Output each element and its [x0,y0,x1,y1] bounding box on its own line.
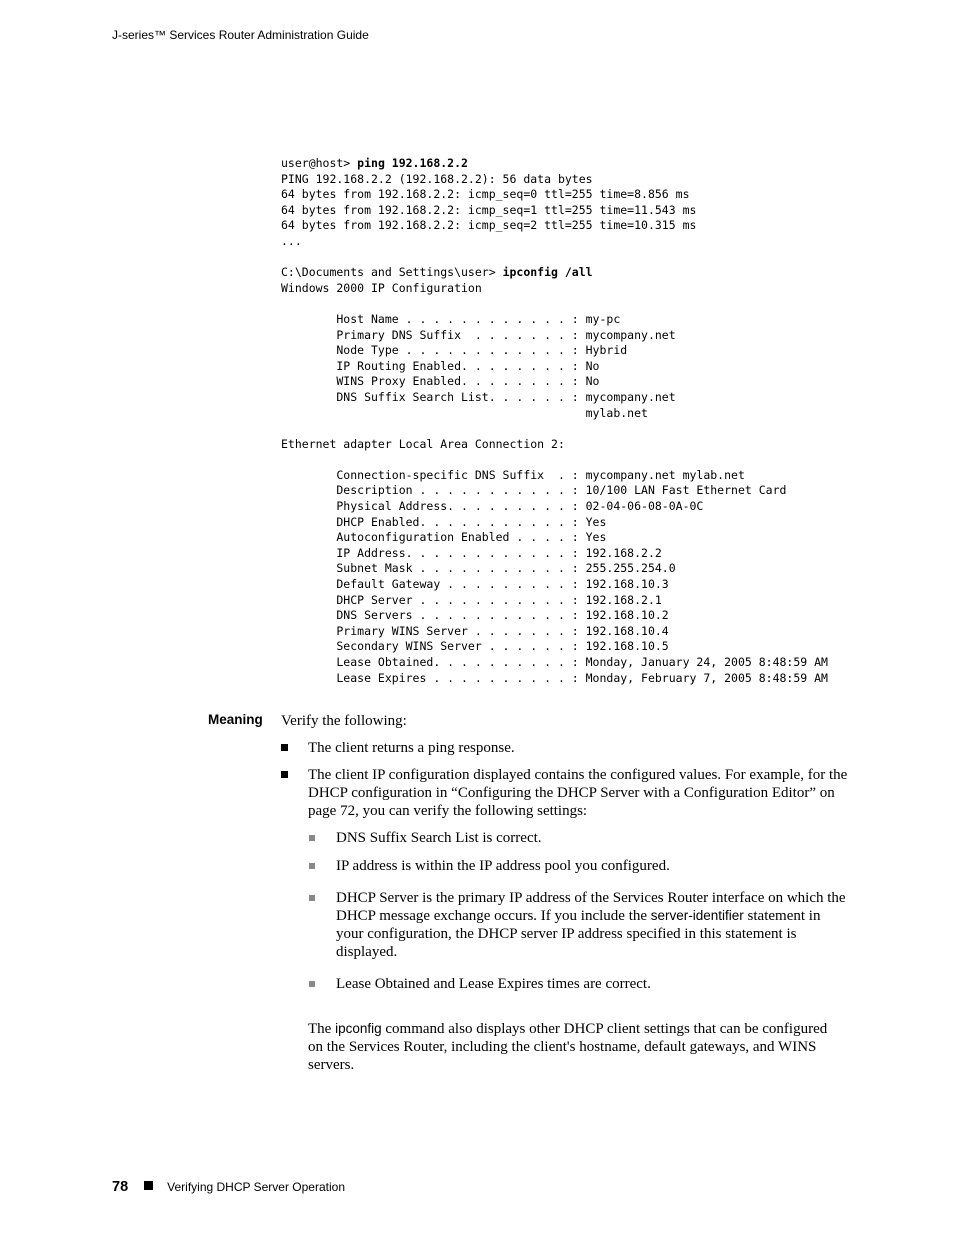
bullet-text: The client IP configuration displayed contains the configured values. For example, for the DHCP configuration in “Configuring the DHCP Server with a Configuration Editor” on page 72, you can verify the following settings: [308,767,848,819]
server-identifier-keyword: server-identifier [650,908,744,923]
sub-bullet-square-icon [309,863,315,869]
closing-paragraph [308,1020,828,1074]
footer-square-icon [144,1181,153,1190]
running-header: J-series™ Services Router Administration Guide [112,28,369,42]
cli-output-block [281,156,828,686]
sub-bullet-text: DHCP Server is the primary IP address of the Services Router interface on which the DHCP message exchange occurs. If you include the [336,890,846,924]
ping-command: ping 192.168.2.2 [357,156,468,170]
ipconfig-keyword: ipconfig [335,1021,382,1036]
footer-section-title: Verifying DHCP Server Operation [167,1180,345,1194]
meaning-label: Meaning [208,712,263,727]
ipconfig-command: ipconfig /all [502,265,593,280]
para-text-cont: command also displays other DHCP client settings that can be configured on the Services Router, including the client's hostname, default gateways, and WINS servers. [308,1021,828,1073]
sub-bullet-square-icon [309,835,315,841]
para-text: The [308,1021,336,1037]
page-number: 78 [112,1179,129,1195]
sub-bullet-square-icon [309,981,315,987]
bullet-item [308,766,850,820]
sub-bullet-text: Lease Obtained and Lease Expires times are correct. [336,976,651,992]
bullet-square-icon [281,744,288,751]
sub-bullet-item [336,889,850,961]
sub-bullet-text: IP address is within the IP address pool you configured. [336,858,670,874]
page-footer [112,1178,345,1196]
sub-bullet-text: DNS Suffix Search List is correct. [336,830,542,846]
bullet-item [308,739,850,757]
sub-bullet-text-cont: statement in your configuration, the DHCP server IP address specified in this statement is displayed. [336,908,821,960]
bullet-text: The client returns a ping response. [308,740,515,756]
ipconfig-output: Windows 2000 IP Configuration Host Name . . . . . . . . . . . . : my-pc Primary DNS Suffix . . . . . . . : mycompany.net Node Type . . . . . . . . . . . . : Hybrid IP Routing Enabled. . . . . . . . : No WINS Proxy Enabled. . . . . . . . : No DNS Suffix Search List. . . . . . : mycompany.net mylab.net Ethernet adapter Local Area Connection 2: Connection-specific DNS Suffix . : mycompany.net mylab.net Description . . . . . . . . . . . : 10/100 LAN Fast Ethernet Card Physical Address. . . . . . . . . : 02-04-06-08-0A-0C DHCP Enabled. . . . . . . . . . . : Yes Autoconfiguration Enabled . . . . : Yes IP Address. . . . . . . . . . . . : 192.168.2.2 Subnet Mask . . . . . . . . . . . : 255.255.254.0 Default Gateway . . . . . . . . . : 192.168.10.3 DHCP Server . . . . . . . . . . . : 192.168.2.1 DNS Servers . . . . . . . . . . . : 192.168.10.2 Primary WINS Server . . . . . . . : 192.168.10.4 Secondary WINS Server . . . . . . : 192.168.10.5 Lease Obtained. . . . . . . . . . : Monday, January 24, 2005 8:48:59 AM Lease Expires . . . . . . . . . . : Monday, February 7, 2005 8:48:59 AM [281,280,828,685]
bullet-square-icon [281,771,288,778]
ipconfig-prompt: C:\Documents and Settings\user> [281,265,503,280]
ping-output: PING 192.168.2.2 (192.168.2.2): 56 data bytes 64 bytes from 192.168.2.2: icmp_seq=0 ttl=255 time=8.856 ms 64 bytes from 192.168.2.2: icmp_seq=1 ttl=255 time=11.543 ms 64 bytes from 192.168.2.2: icmp_seq=2 ttl=255 time=10.315 ms ... [281,171,697,248]
sub-bullet-item [336,829,850,847]
meaning-intro: Verify the following: [281,713,407,729]
sub-bullet-item [336,857,850,875]
ping-prompt: user@host> [281,156,358,170]
sub-bullet-item [336,975,850,993]
sub-bullet-square-icon [309,895,315,901]
